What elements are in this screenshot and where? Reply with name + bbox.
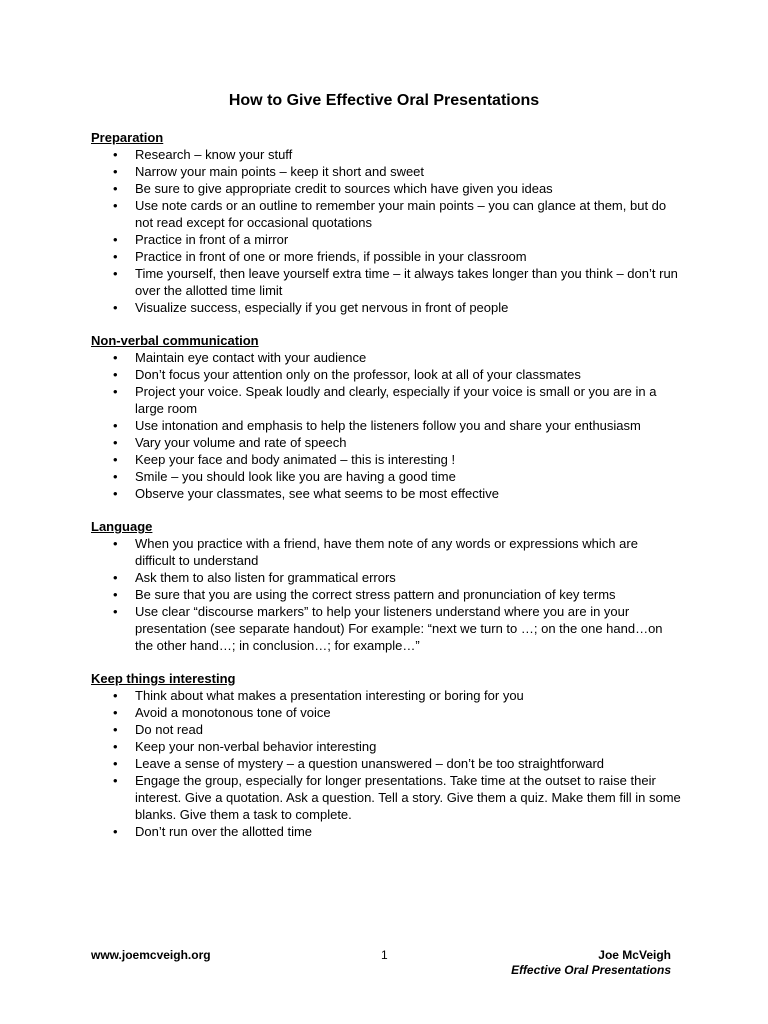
list-item [91,569,681,586]
list-item [91,163,681,180]
list-item [91,349,681,366]
list-item [91,248,681,265]
bullet-list [91,349,681,502]
list-item-text: Don’t run over the allotted time [135,824,313,839]
section-heading: Preparation [91,130,164,145]
list-item-text: Engage the group, especially for longer presentations. Take time at the outset to raise their interest. Give a quotation. Ask a question. Tell a story. Give them a quiz. Make them fill in some blanks. Give them a task to complete. [135,773,681,822]
list-item-text: Visualize success, especially if you get nervous in front of people [135,300,509,315]
bullet-icon: • [113,469,118,484]
list-item-text: Keep your non-verbal behavior interesting [135,739,377,754]
bullet-icon: • [113,249,118,264]
list-item-text: Leave a sense of mystery – a question unanswered – don’t be too straightforward [135,756,605,771]
footer-doc-title: Effective Oral Presentations [511,963,671,977]
list-item [91,468,681,485]
bullet-icon: • [113,300,118,315]
list-item-text: Time yourself, then leave yourself extra time – it always takes longer than you think – don’t run over the allotted time limit [135,266,678,298]
list-item-text: Practice in front of one or more friends, if possible in your classroom [135,249,527,264]
bullet-icon: • [113,722,118,737]
list-item [91,586,681,603]
list-item-text: Think about what makes a presentation interesting or boring for you [135,688,524,703]
section-heading: Language [91,519,153,534]
list-item [91,265,681,299]
bullet-icon: • [113,350,118,365]
footer-website[interactable]: www.joemcveigh.org [91,948,211,962]
bullet-list [91,535,681,654]
section-heading: Non-verbal communication [91,333,259,348]
bullet-icon: • [113,232,118,247]
list-item-text: Use clear “discourse markers” to help your listeners understand where you are in your presentation (see separate handout) For example: “next we turn to …; on the one hand…on the other hand…; in conclusion…; for example…” [135,604,663,653]
bullet-icon: • [113,705,118,720]
bullet-icon: • [113,367,118,382]
list-item [91,687,681,704]
list-item [91,146,681,163]
list-item-text: Be sure to give appropriate credit to sources which have given you ideas [135,181,553,196]
footer-page-number: 1 [381,948,388,962]
list-item [91,772,681,823]
bullet-icon: • [113,739,118,754]
section [91,518,681,654]
section-heading: Keep things interesting [91,671,236,686]
list-item [91,197,681,231]
bullet-icon: • [113,164,118,179]
bullet-icon: • [113,147,118,162]
list-item-text: Project your voice. Speak loudly and clearly, especially if your voice is small or you are in a large room [135,384,657,416]
list-item-text: Narrow your main points – keep it short and sweet [135,164,425,179]
list-item [91,535,681,569]
list-item-text: Practice in front of a mirror [135,232,289,247]
list-item [91,451,681,468]
list-item-text: Use intonation and emphasis to help the listeners follow you and share your enthusiasm [135,418,641,433]
bullet-icon: • [113,773,118,788]
bullet-icon: • [113,266,118,281]
document-body [91,129,681,856]
list-item-text: Maintain eye contact with your audience [135,350,367,365]
bullet-icon: • [113,181,118,196]
list-item-text: Avoid a monotonous tone of voice [135,705,331,720]
list-item-text: Research – know your stuff [135,147,293,162]
list-item [91,485,681,502]
page-title: How to Give Effective Oral Presentations [228,92,540,109]
bullet-list [91,687,681,840]
list-item-text: Vary your volume and rate of speech [135,435,347,450]
bullet-icon: • [113,418,118,433]
list-item-text: Keep your face and body animated – this is interesting ! [135,452,456,467]
list-item-text: Use note cards or an outline to remember your main points – you can glance at them, but do not read except for occasional quotations [135,198,667,230]
list-item [91,704,681,721]
list-item [91,603,681,654]
list-item-text: Do not read [135,722,203,737]
list-item [91,738,681,755]
list-item [91,755,681,772]
bullet-icon: • [113,824,118,839]
footer-author: Joe McVeigh [598,948,671,962]
list-item [91,366,681,383]
list-item [91,180,681,197]
bullet-icon: • [113,570,118,585]
bullet-icon: • [113,452,118,467]
section [91,129,681,316]
bullet-icon: • [113,198,118,213]
bullet-list [91,146,681,316]
list-item-text: Observe your classmates, see what seems to be most effective [135,486,499,501]
list-item [91,231,681,248]
bullet-icon: • [113,756,118,771]
list-item [91,299,681,316]
bullet-icon: • [113,688,118,703]
bullet-icon: • [113,536,118,551]
section [91,670,681,840]
section [91,332,681,502]
bullet-icon: • [113,587,118,602]
list-item [91,417,681,434]
bullet-icon: • [113,384,118,399]
list-item [91,383,681,417]
bullet-icon: • [113,486,118,501]
footer-author-block [511,948,671,978]
list-item-text: Don’t focus your attention only on the professor, look at all of your classmates [135,367,581,382]
list-item-text: Smile – you should look like you are having a good time [135,469,456,484]
list-item-text: Be sure that you are using the correct stress pattern and pronunciation of key terms [135,587,616,602]
list-item [91,434,681,451]
list-item [91,721,681,738]
list-item [91,823,681,840]
bullet-icon: • [113,604,118,619]
list-item-text: Ask them to also listen for grammatical errors [135,570,396,585]
bullet-icon: • [113,435,118,450]
list-item-text: When you practice with a friend, have them note of any words or expressions which are difficult to understand [135,536,638,568]
